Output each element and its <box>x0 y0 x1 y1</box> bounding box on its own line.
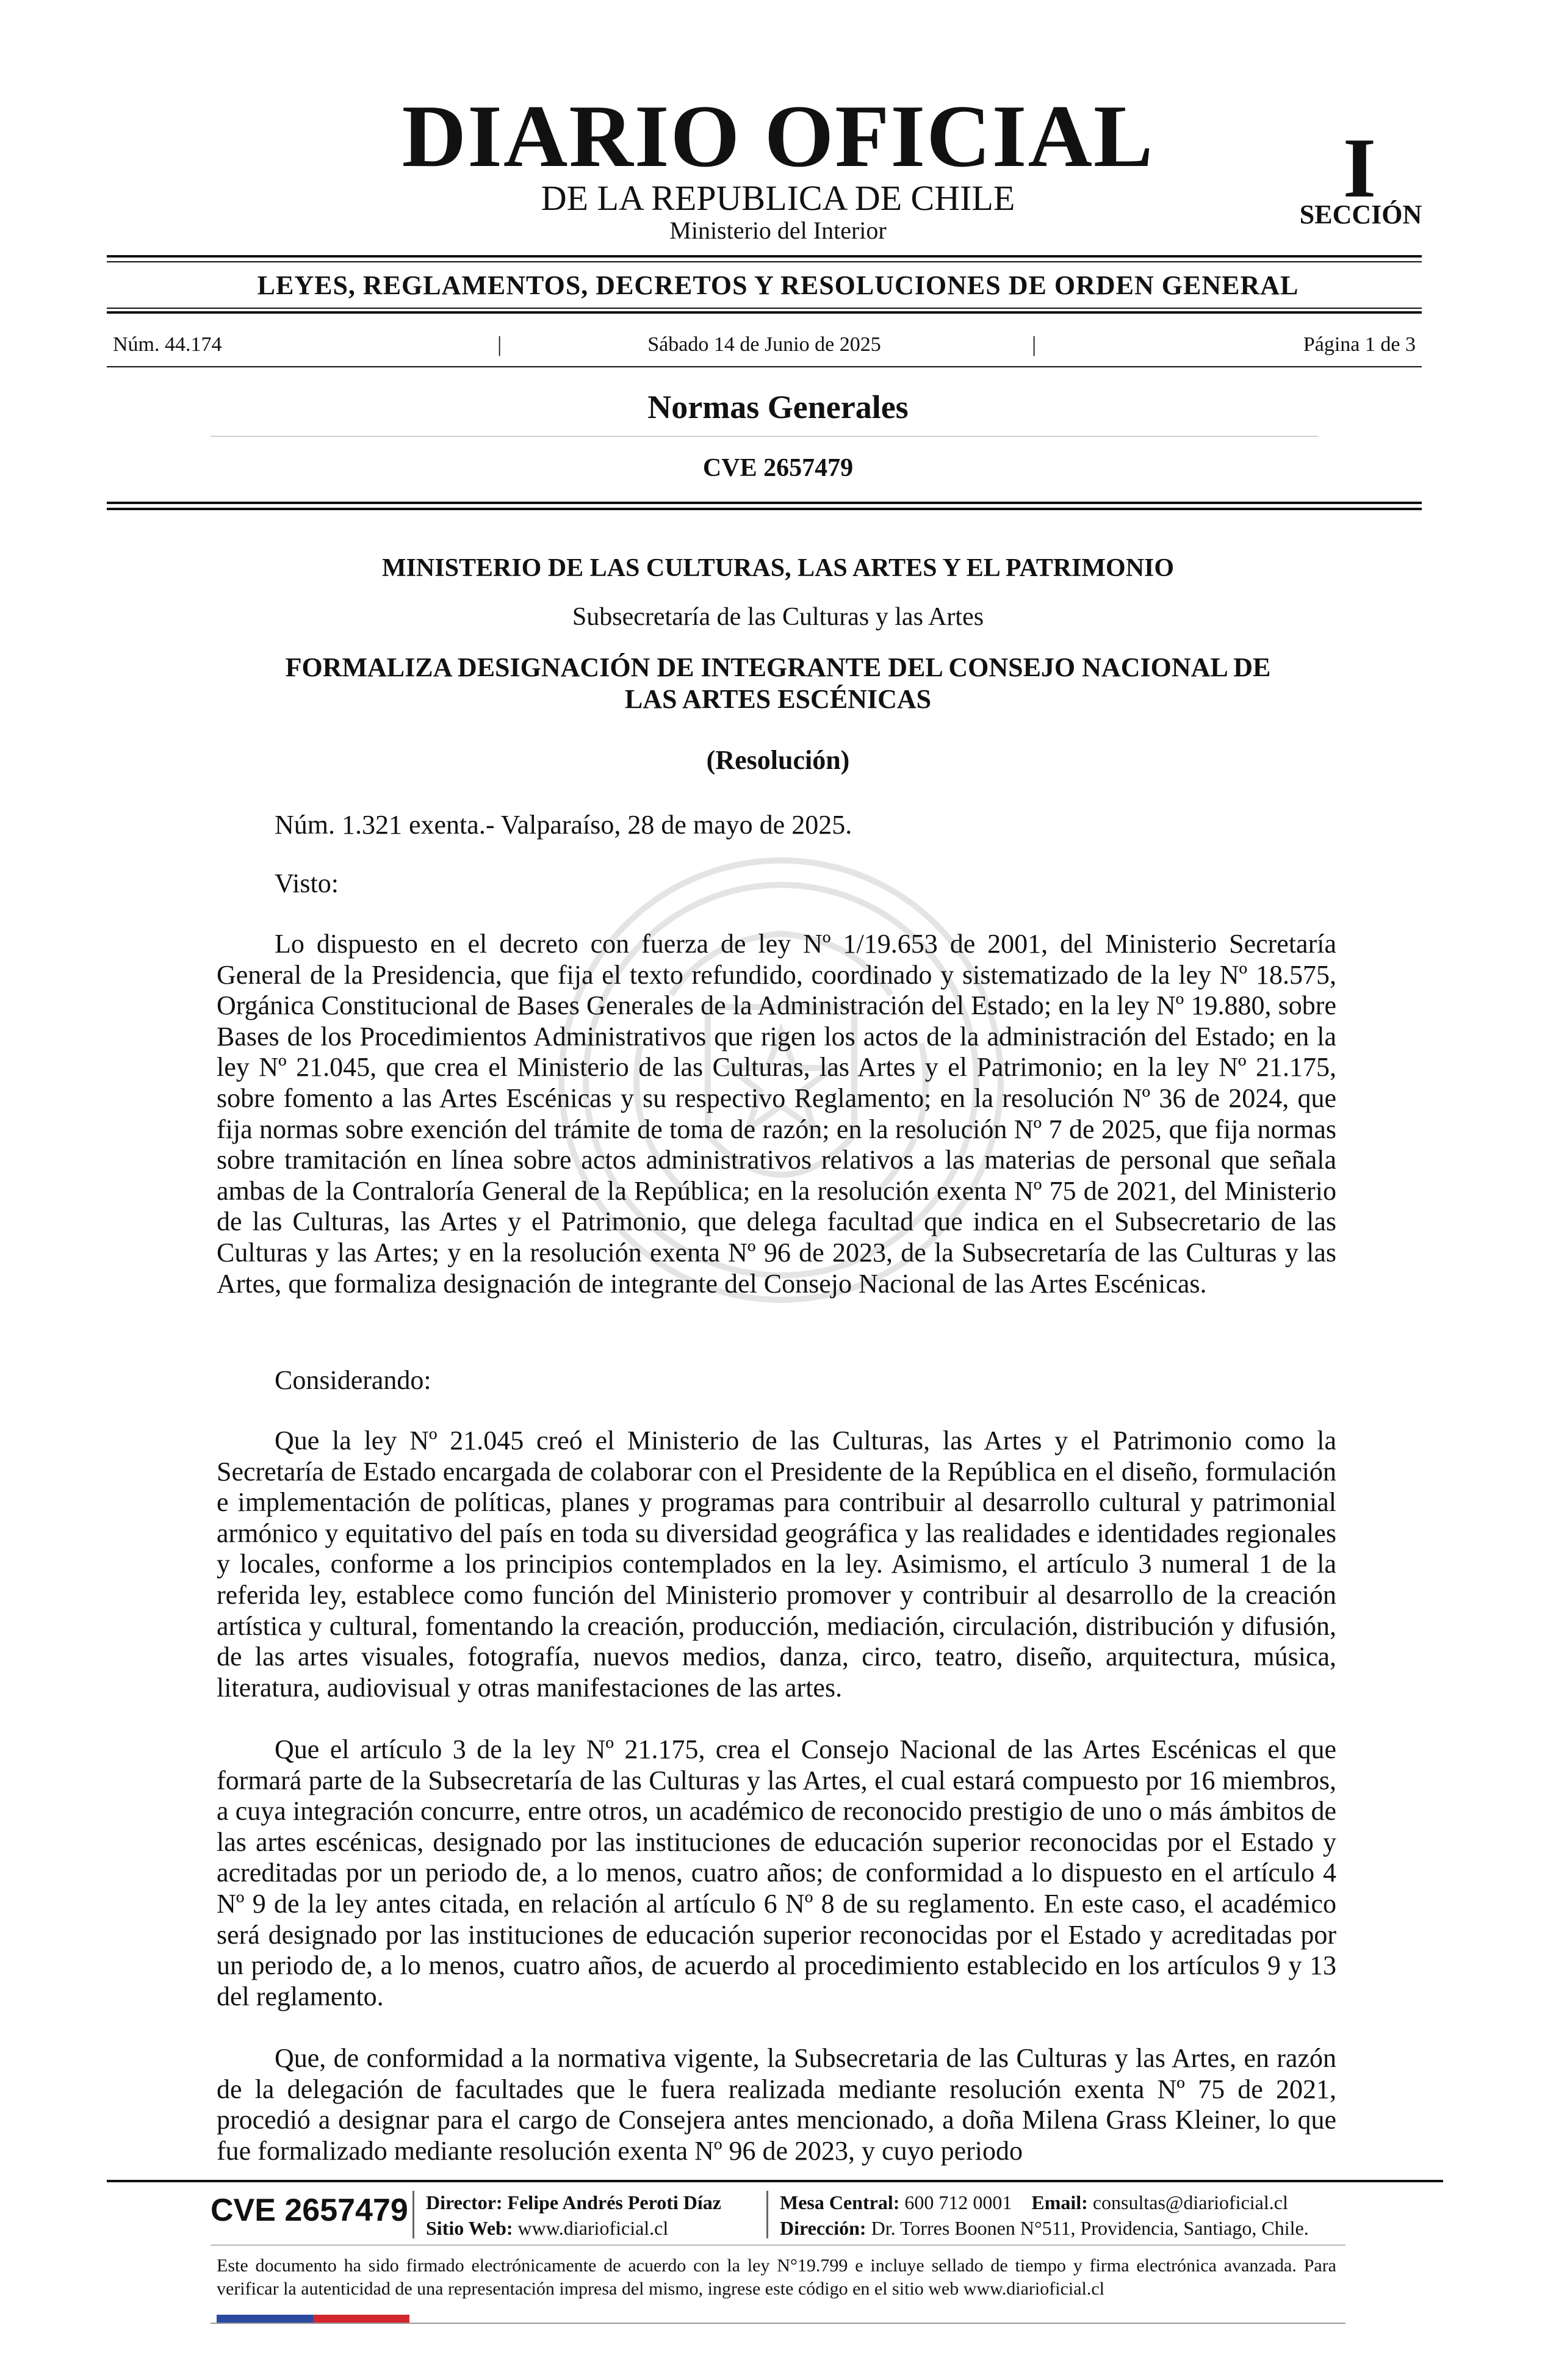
masthead-ministry: Ministerio del Interior <box>669 217 887 244</box>
footer-phone: 600 712 0001 <box>904 2191 1012 2213</box>
resolution-title <box>0 652 1556 715</box>
subsecretaria-heading: Subsecretaría de las Culturas y las Artes <box>572 603 984 631</box>
section-number: I <box>1342 121 1377 215</box>
footer-address: Dr. Torres Boonen N°511, Providencia, Santiago, Chile. <box>871 2217 1309 2239</box>
footer-email-label: Email: <box>1031 2191 1088 2213</box>
footer-director-block <box>426 2190 721 2241</box>
issue-separator: | <box>1032 332 1037 356</box>
laws-rule-thick <box>107 311 1422 314</box>
considerando-paragraph-3: Que, de conformidad a la normativa vigente, la Subsecretaria de las Culturas y las Artes, en razón de la delegación de facultades que le fuera realizada mediante resolución exenta Nº 75 de 2021, procedió a designar para el cargo de Consejera antes mencionado, a doña Milena Grass Kleiner, lo que fue formalizado mediante resolución exenta Nº 96 de 2023, y cuyo periodo <box>217 2043 1336 2166</box>
footer-rule-thin <box>211 2245 1345 2246</box>
masthead-subtitle: DE LA REPUBLICA DE CHILE <box>541 178 1015 218</box>
section-heading: Normas Generales <box>647 389 909 425</box>
issue-date: Sábado 14 de Junio de 2025 <box>647 333 881 356</box>
footer-director-label: Director: <box>426 2191 503 2213</box>
considerando-paragraph-1: Que la ley Nº 21.045 creó el Ministerio de las Culturas, las Artes y el Patrimonio como la Secretaría de Estado encargada de colaborar con el Presidente de la República en el diseño, formulación e implementación de políticas, planes y programas para contribuir al desarrollo cultural y patrimonial armónico y equitativo del país en toda su diversidad geográfica y las realidades e identidades regionales y locales, conforme a los principios contemplados en la ley. Asimismo, el artículo 3 numeral 1 de la referida ley, establece como función del Ministerio promover y contribuir al desarrollo de la creación artística y cultural, fomentando la creación, producción, mediación, circulación, distribución y difusión, de las artes visuales, fotografía, nuevos medios, danza, circo, teatro, diseño, arquitectura, música, literatura, audiovisual y otras manifestaciones de las artes. <box>217 1426 1336 1703</box>
issue-separator: | <box>497 332 502 356</box>
ministry-heading: MINISTERIO DE LAS CULTURAS, LAS ARTES Y EL PATRIMONIO <box>381 554 1175 582</box>
footer-divider <box>766 2191 768 2238</box>
footer-director-name: Felipe Andrés Peroti Díaz <box>507 2191 721 2213</box>
laws-rule-thin <box>107 308 1422 309</box>
masthead-title: DIARIO OFICIAL <box>402 87 1154 186</box>
footer-rule <box>107 2180 1443 2182</box>
footer-website-label: Sitio Web: <box>426 2217 513 2239</box>
laws-title: LEYES, REGLAMENTOS, DECRETOS Y RESOLUCIONES DE ORDEN GENERAL <box>257 270 1299 300</box>
issue-number: Núm. 44.174 <box>113 333 222 356</box>
considerando-label: Considerando: <box>275 1365 431 1395</box>
footer-cve-code: CVE 2657479 <box>211 2193 408 2228</box>
visto-paragraph: Lo dispuesto en el decreto con fuerza de ley Nº 1/19.653 de 2001, del Ministerio Secretaría General de la Presidencia, que fija el texto refundido, coordinado y sistematizado de la ley Nº 18.575, Orgánica Constitucional de Bases Generales de la Administración del Estado; en la ley Nº 19.880, sobre Bases de los Procedimientos Administrativos que rigen los actos de la administración del Estado; en la ley Nº 21.045, que crea el Ministerio de las Culturas, las Artes y el Patrimonio; en la ley Nº 21.175, sobre fomento a las Artes Escénicas y su respectivo Reglamento; en la resolución Nº 36 de 2024, que fija normas sobre exención del trámite de toma de razón; en la resolución Nº 7 de 2025, que fija normas sobre tramitación en línea sobre actos administrativos relativos a las materias de personal que señala ambas de la Contraloría General de la República; en la resolución exenta Nº 75 de 2021, del Ministerio de las Culturas, las Artes y el Patrimonio, que delega facultad que indica en el Subsecretario de las Culturas y las Artes; y en la resolución exenta Nº 96 de 2023, de la Subsecretaría de las Culturas y las Artes, que formaliza designación de integrante del Consejo Nacional de las Artes Escénicas. <box>217 929 1336 1299</box>
header-rule-bottom <box>107 502 1422 504</box>
footer-phone-label: Mesa Central: <box>780 2191 900 2213</box>
visto-label: Visto: <box>275 868 339 898</box>
issue-rule <box>107 366 1422 367</box>
flag-stripe-blue <box>217 2315 313 2323</box>
footer-email-link[interactable]: consultas@diarioficial.cl <box>1092 2191 1288 2213</box>
resolution-number-line: Núm. 1.321 exenta.- Valparaíso, 28 de mayo de 2025. <box>275 810 852 840</box>
footer-divider <box>412 2191 414 2238</box>
resolution-title-line: LAS ARTES ESCÉNICAS <box>624 683 932 714</box>
footer-address-label: Dirección: <box>780 2217 866 2239</box>
masthead-rule-top-thin <box>107 261 1422 262</box>
section-heading-rule <box>211 436 1318 437</box>
resolution-type: (Resolución) <box>706 745 850 775</box>
resolution-title-line: FORMALIZA DESIGNACIÓN DE INTEGRANTE DEL CONSEJO NACIONAL DE <box>285 652 1271 682</box>
issue-page: Página 1 de 3 <box>1303 333 1416 356</box>
considerando-paragraph-2: Que el artículo 3 de la ley Nº 21.175, crea el Consejo Nacional de las Artes Escénicas el que formará parte de la Subsecretaría de las Culturas y las Artes, el cual estará compuesto por 16 miembros, a cuya integración concurre, entre otros, un académico de reconocido prestigio de uno o más ámbitos de las artes escénicas, designado por las instituciones de educación superior reconocidas por el Estado y acreditadas por un periodo de, a lo menos, cuatro años; de conformidad a lo dispuesto en el artículo 4 Nº 9 de la ley antes citada, en relación al artículo 6 Nº 8 de su reglamento. En este caso, el académico será designado por las instituciones de educación superior reconocidas por el Estado y acreditadas por un periodo de, a lo menos, cuatro años, de acuerdo al procedimiento establecido en los artículos 9 y 13 del reglamento. <box>217 1734 1336 2011</box>
footer-legal-notice: Este documento ha sido firmado electrónicamente de acuerdo con la ley N°19.799 e incluye sellado de tiempo y firma electrónica avanzada. Para verificar la autenticidad de una representación impresa del mismo, ingrese este código en el sitio web www.diarioficial.cl <box>217 2256 1336 2299</box>
cve-code: CVE 2657479 <box>702 454 854 482</box>
footer-contact-block <box>780 2190 1309 2241</box>
masthead-rule-top <box>107 255 1422 258</box>
flag-stripe-red <box>313 2315 409 2323</box>
header-rule-bottom-2 <box>107 508 1422 510</box>
footer-rule-bottom <box>211 2323 1345 2324</box>
footer-website-link[interactable]: www.diarioficial.cl <box>517 2217 669 2239</box>
section-label: SECCIÓN <box>1299 200 1422 229</box>
